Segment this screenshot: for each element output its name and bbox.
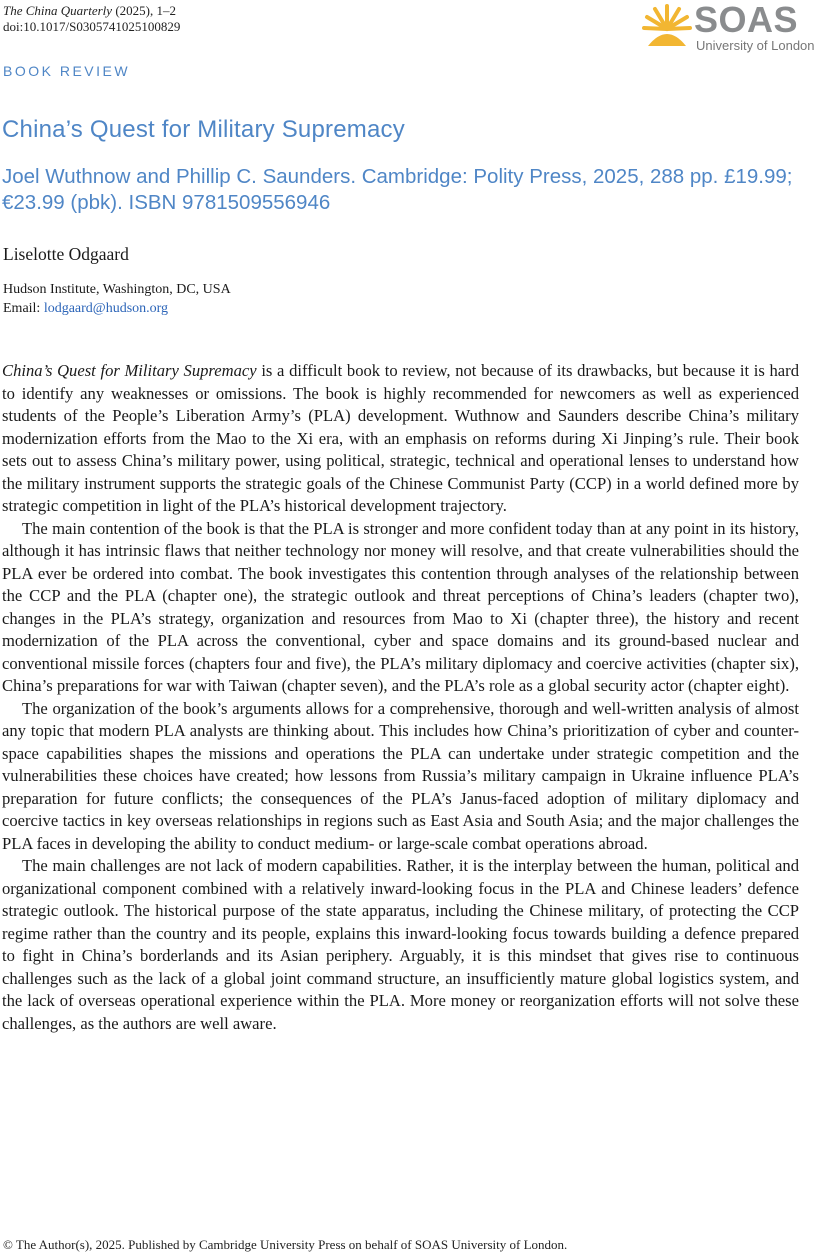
doi: doi:10.1017/S0305741025100829 <box>3 19 181 34</box>
logo-wordmark: SOAS <box>694 0 799 40</box>
journal-issue: (2025), 1–2 <box>112 3 176 18</box>
copyright-footer: © The Author(s), 2025. Published by Cambridge University Press on behalf of SOAS University of London. <box>3 1237 568 1252</box>
paragraph-1 <box>2 360 799 518</box>
author-email <box>3 301 168 317</box>
email-label: Email: <box>3 301 44 316</box>
soas-logo <box>640 0 815 58</box>
email-link[interactable]: lodgaard@hudson.org <box>43 301 169 316</box>
book-title-italic: China’s Quest for Military Supremacy <box>2 361 257 380</box>
sun-icon <box>642 2 692 52</box>
journal-title: The China Quarterly <box>3 3 113 18</box>
review-body <box>2 360 799 1035</box>
paragraph-3: The organization of the book’s arguments allows for a comprehensive, thorough and well-written analysis of almost any topic that modern PLA analysts are thinking about. This includes how China’s prioritization of cyber and counter-space capabilities shapes the missions and operations the PLA can undertake under strategic competition and the vulnerabilities these choices have created; how lessons from Russia’s military campaign in Ukraine influence PLA’s preparation for future conflicts; the consequences of the PLA’s Janus-faced adoption of military diplomacy and coercive tactics in key overseas relationships in regions such as East Asia and South Asia; and the major challenges the PLA faces in developing the ability to conduct medium- or large-scale combat operations abroad. <box>2 698 799 853</box>
paragraph-2: The main contention of the book is that the PLA is stronger and more confident today than at any point in its history, although it has intrinsic flaws that neither technology nor money will resolve, and that create vulnerabilities should the PLA ever be ordered into combat. The book investigates this contention through analyses of the relationship between the CCP and the PLA (chapter one), the strategic outlook and threat perceptions of China’s leaders (chapter two), changes in the PLA’s strategy, organization and resources from Mao to Xi (chapter three), the history and recent modernization of the PLA across the conventional, cyber and space domains and its ground-based nuclear and conventional missile forces (chapters four and five), the PLA’s military diplomacy and coercive activities (chapter six), China’s preparations for war with Taiwan (chapter seven), and the PLA’s role as a global security actor (chapter eight). <box>2 518 799 695</box>
author-affiliation: Hudson Institute, Washington, DC, USA <box>3 282 231 297</box>
book-citation: Joel Wuthnow and Phillip C. Saunders. Cambridge: Polity Press, 2025, 288 pp. £19.99; €23.99 (pbk). ISBN 9781509556946 <box>2 165 793 214</box>
logo-subtitle: University of London <box>696 38 815 53</box>
paragraph-4: The main challenges are not lack of modern capabilities. Rather, it is the interplay between the human, political and organizational component combined with a relatively inward-looking focus in the PLA and Chinese leaders’ defence strategic outlook. The historical purpose of the state apparatus, including the Chinese military, of protecting the CCP regime rather than the country and its people, explains this inward-looking focus towards building a defence prepared to fight in China’s borderlands and its Asian periphery. Arguably, it is this mindset that gives rise to continuous challenges such as the lack of a global joint command structure, an insufficiently mature global logistics system, and the lack of overseas operational experience within the PLA. More money or reorganization efforts will not solve these challenges, as the authors are well aware. <box>2 856 799 1033</box>
section-label: BOOK REVIEW <box>3 63 131 79</box>
article-title: China’s Quest for Military Supremacy <box>2 116 405 143</box>
author-name: Liselotte Odgaard <box>3 244 129 264</box>
paragraph-1-text: is a difficult book to review, not because of its drawbacks, but because it is hard to identify any weaknesses or omissions. The book is highly recommended for newcomers as well as experienced students of the People’s Liberation Army’s (PLA) development. Wuthnow and Saunders describe China’s military modernization efforts from the Mao to the Xi era, with an emphasis on reforms during Xi Jinping’s rule. Their book sets out to assess China’s military power, using political, strategic, technical and operational lenses to understand how the military instrument supports the strategic goals of the Chinese Communist Party (CCP) in a world defined more by strategic competition in light of the PLA’s historical development trajectory. <box>2 361 799 515</box>
journal-citation <box>3 2 176 19</box>
